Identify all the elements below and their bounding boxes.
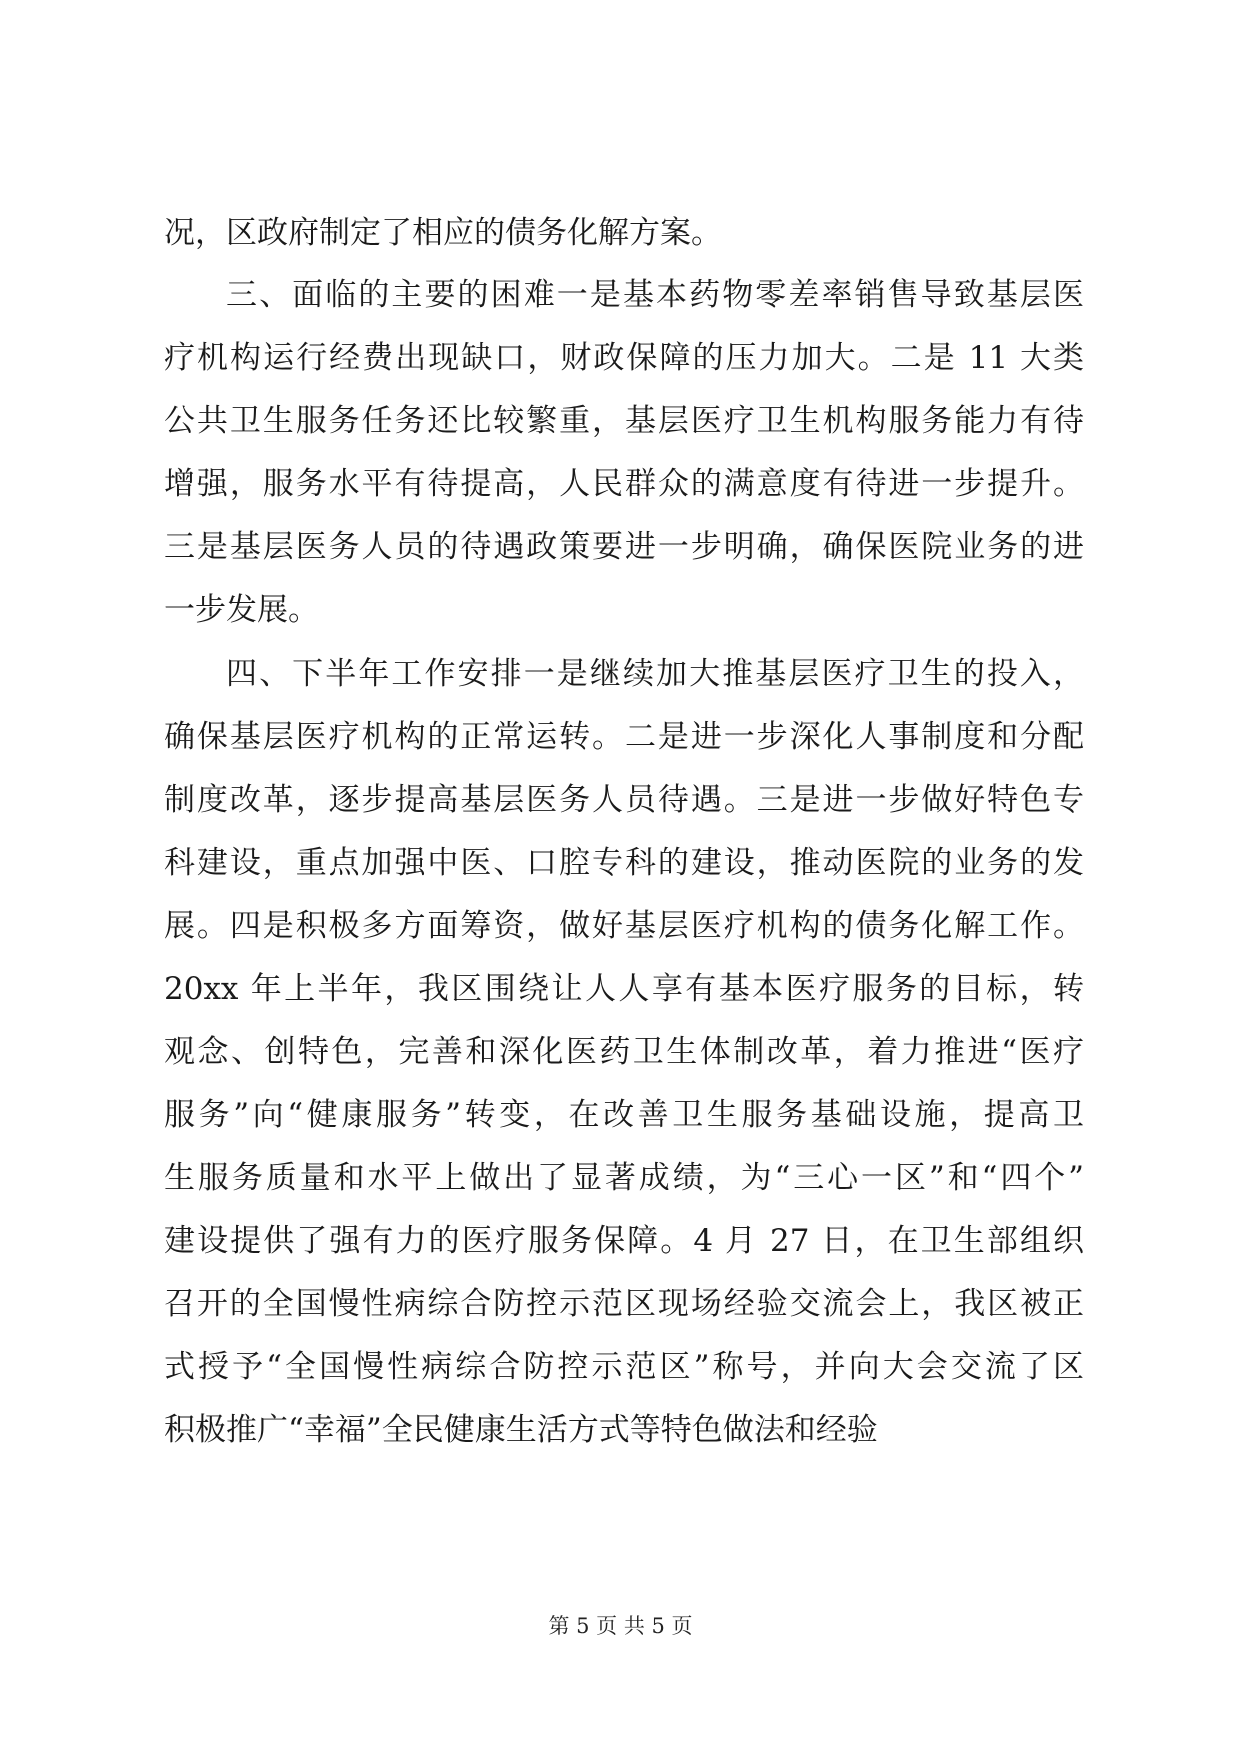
text-line: 制度改革，逐步提高基层医务人员待遇。三是进一步做好特色专 [164,782,1084,818]
page-number-footer: 第 5 页 共 5 页 [548,1614,693,1638]
text-line: 一步发展。 [164,592,319,628]
text-line: 20xx 年上半年，我区围绕让人人享有基本医疗服务的目标，转 [164,971,1084,1007]
text-line: 确保基层医疗机构的正常运转。二是进一步深化人事制度和分配 [164,719,1084,755]
text-line: 观念、创特色，完善和深化医药卫生体制改革，着力推进“医疗 [164,1034,1084,1070]
text-line: 科建设，重点加强中医、口腔专科的建设，推动医院的业务的发 [164,845,1084,881]
text-line: 公共卫生服务任务还比较繁重，基层医疗卫生机构服务能力有待 [164,403,1084,439]
text-line: 况，区政府制定了相应的债务化解方案。 [164,215,722,251]
text-line: 疗机构运行经费出现缺口，财政保障的压力加大。二是 11 大类 [164,340,1084,376]
text-line: 三是基层医务人员的待遇政策要进一步明确，确保医院业务的进 [164,529,1084,565]
text-line: 积极推广“幸福”全民健康生活方式等特色做法和经验 [164,1412,878,1448]
text-line: 式授予“全国慢性病综合防控示范区”称号，并向大会交流了区 [164,1349,1084,1385]
text-line: 建设提供了强有力的医疗服务保障。4 月 27 日，在卫生部组织 [164,1223,1084,1259]
text-line: 服务”向“健康服务”转变，在改善卫生服务基础设施，提高卫 [164,1097,1084,1133]
text-line: 生服务质量和水平上做出了显著成绩，为“三心一区”和“四个” [164,1160,1084,1196]
text-line: 三、面临的主要的困难一是基本药物零差率销售导致基层医 [226,277,1084,313]
text-line: 召开的全国慢性病综合防控示范区现场经验交流会上，我区被正 [164,1286,1084,1322]
text-line: 展。四是积极多方面筹资，做好基层医疗机构的债务化解工作。 [164,908,1084,944]
text-line: 增强，服务水平有待提高，人民群众的满意度有待进一步提升。 [164,466,1084,502]
text-line: 四、下半年工作安排一是继续加大推基层医疗卫生的投入， [226,656,1084,692]
